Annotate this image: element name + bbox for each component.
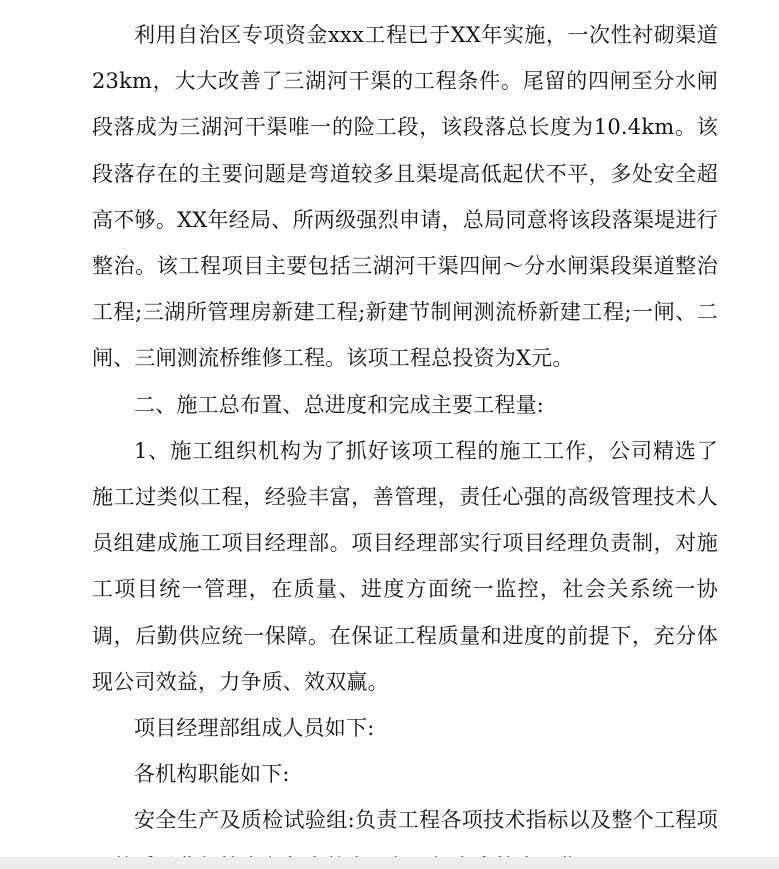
paragraph-project-overview: 利用自治区专项资金xxx工程已于XX年实施，一次性衬砌渠道23km，大大改善了三湖河干渠的工程条件。尾留的四闸至分水闸段落成为三湖河干渠唯一的险工段，该段落总长度为10.4km。该段落存在的主要问题是弯道较多且渠堤高低起伏不平，多处安全超高不够。XX年经局、所两级强烈申请，总局同意将该段落渠堤进行整治。该工程项目主要包括三湖河干渠四闸～分水闸渠段渠道整治工程;三湖所管理房新建工程;新建节制闸测流桥新建工程;一闸、二闸、三闸测流桥维修工程。该项工程总投资为X元。 (92, 23, 718, 371)
paragraph-staff-list-intro: 项目经理部组成人员如下: (134, 716, 375, 741)
page-bottom-divider (0, 857, 779, 869)
document-body (92, 12, 718, 869)
paragraph-safety-quality-group: 安全生产及质检试验组:负责工程各项技术指标以及整个工程项 (134, 808, 718, 833)
section-heading-construction-layout: 二、施工总布置、总进度和完成主要工程量: (134, 392, 545, 417)
paragraph-organization: 1、施工组织机构为了抓好该项工程的施工工作，公司精选了施工过类似工程，经验丰富，善管理，责任心强的高级管理技术人员组建成施工项目经理部。项目经理部实行项目经理负责制，对施工项目统一管理，在质量、进度方面统一监控，社会关系统一协调，后勤供应统一保障。在保证工程质量和进度的前提下，充分体现公司效益，力争质、效双赢。 (92, 438, 718, 694)
paragraph-functions-intro: 各机构职能如下: (134, 762, 290, 787)
